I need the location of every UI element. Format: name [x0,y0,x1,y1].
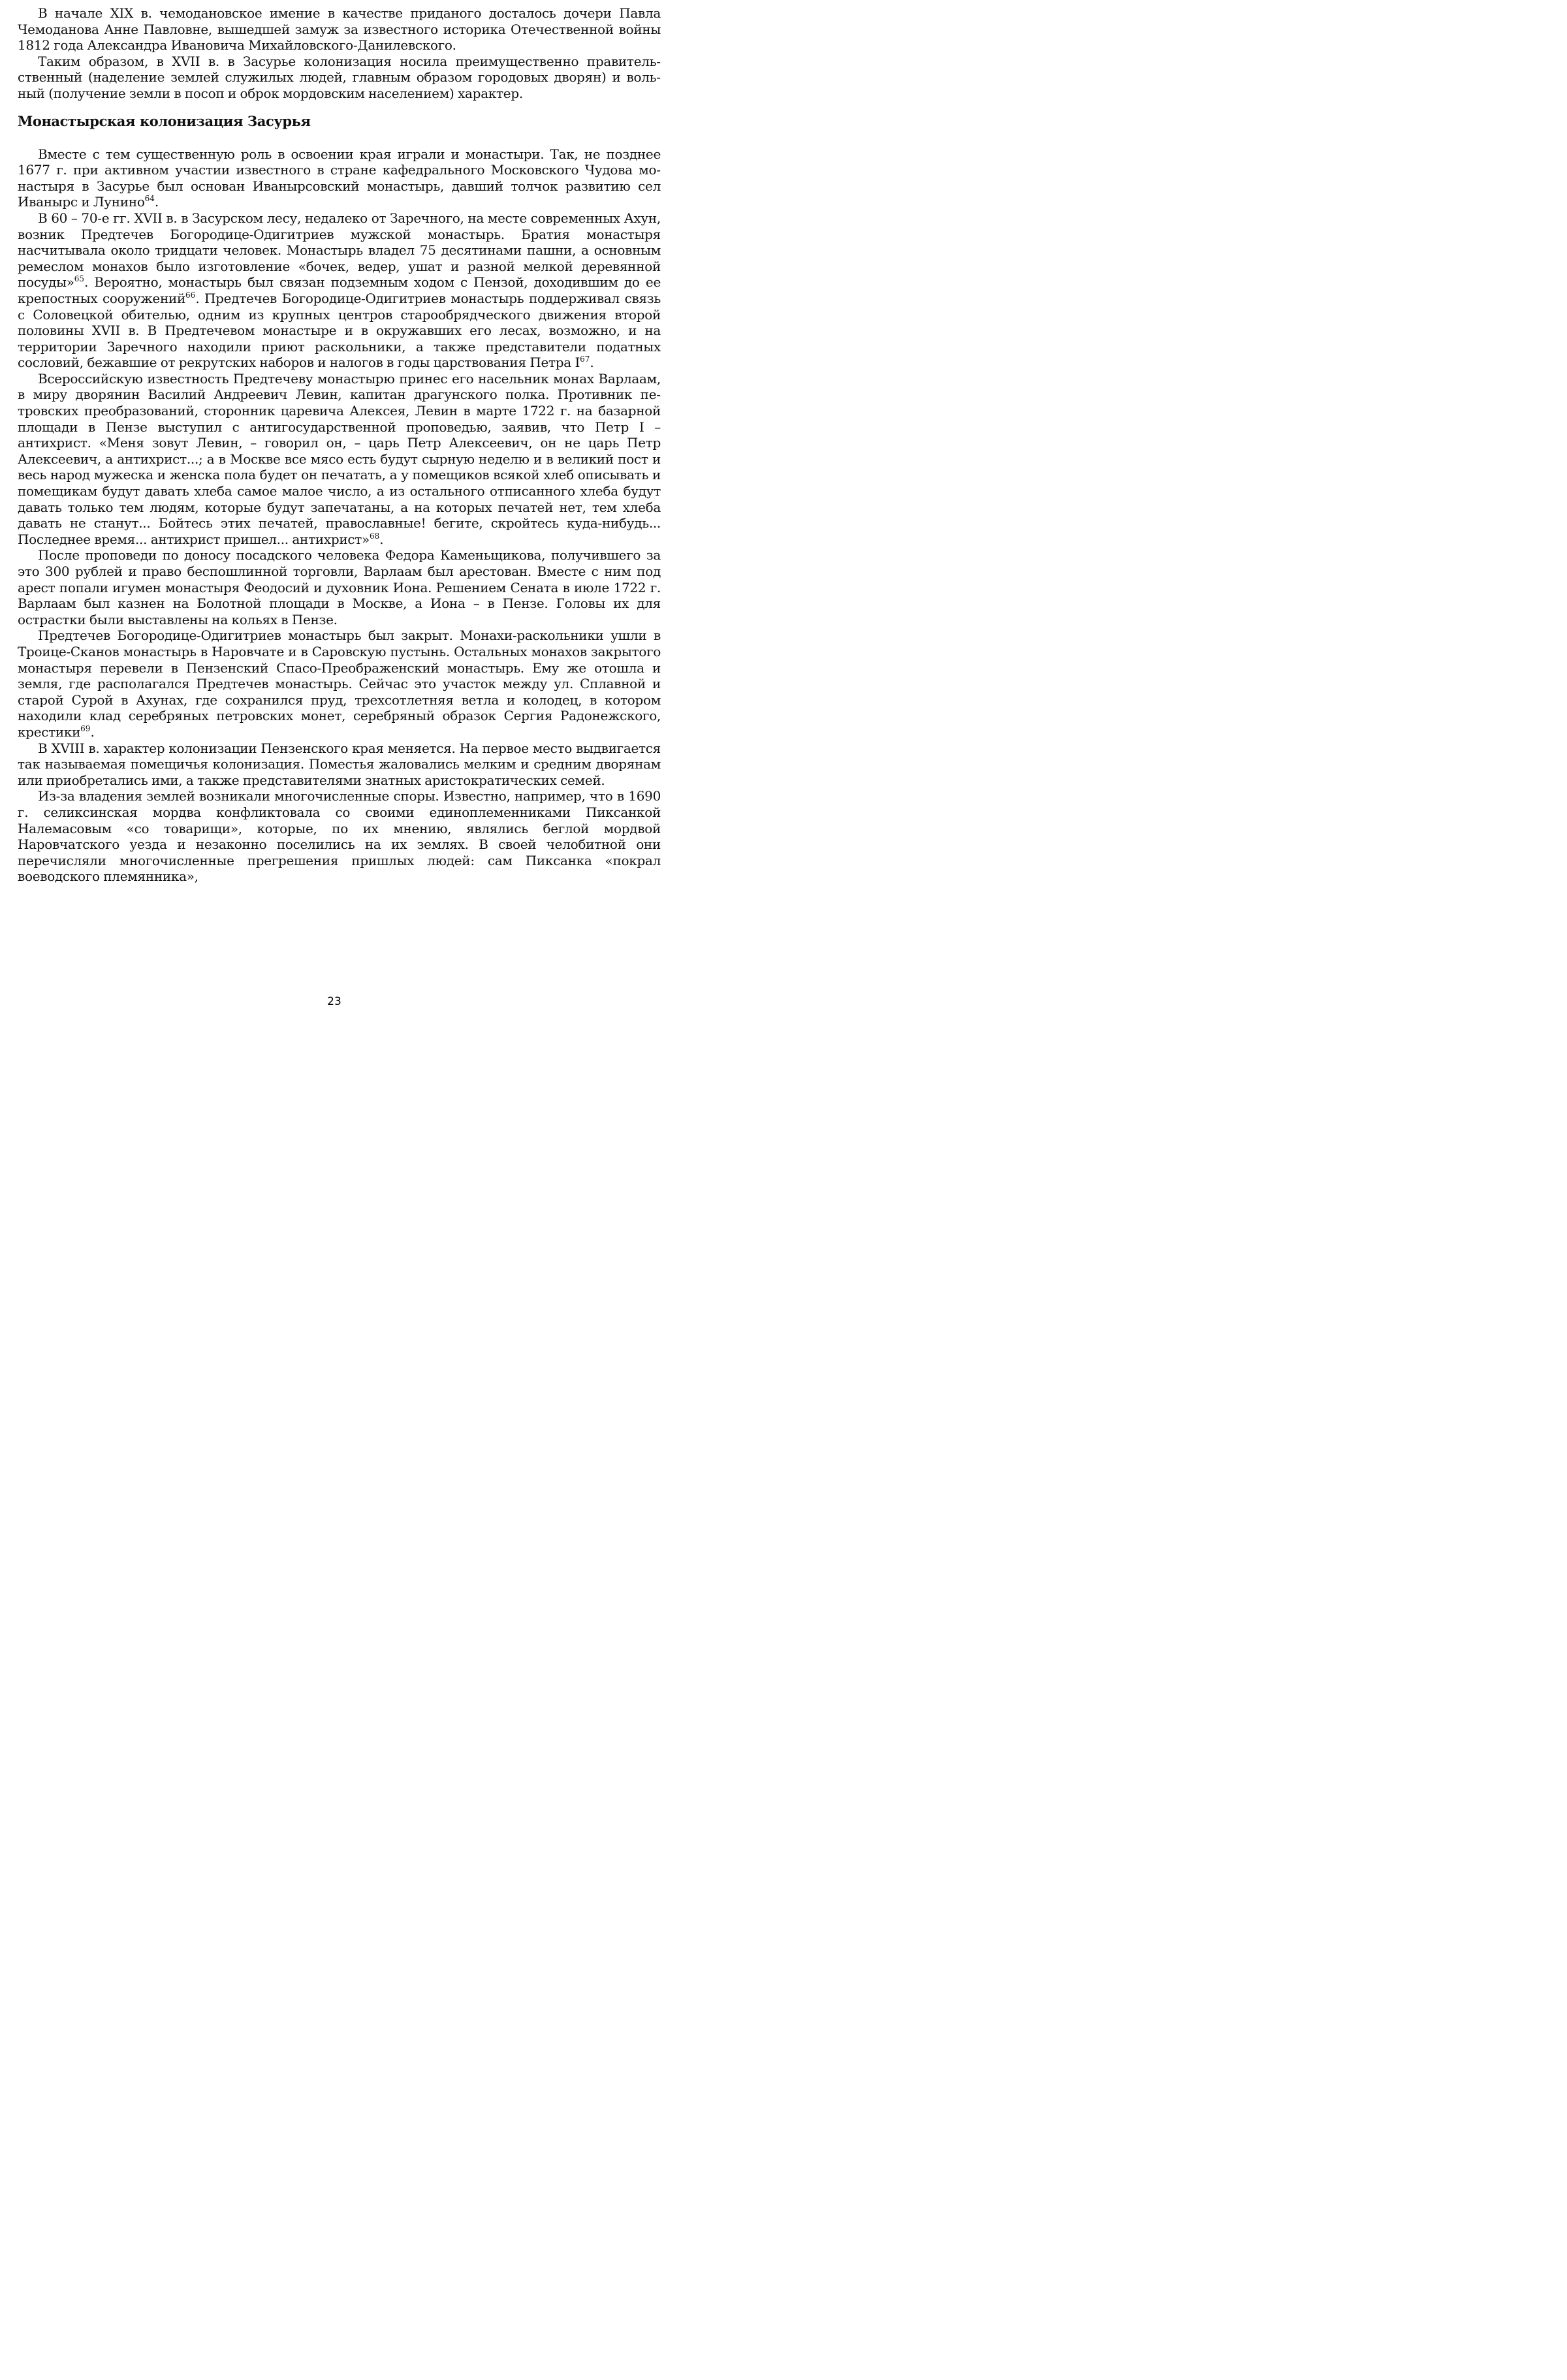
book-page [0,0,669,1015]
paragraph-text-tail: . [154,194,159,210]
paragraph-varlaam [18,371,661,548]
paragraph-text: После проповеди по доносу посадского человека Федора Каменьщикова, получившего за это 300 рублей и право беспошлинной торговли, Варлаам был арестован. Вместе с ним под арест попали игумен монастыря Феодосий и духовник Иона. Решением Сената в июле 1722 г. Варлаам был казнен на Болотной площади в Москве, а Иона – в Пензе. Головы их для острастки были выставлены на кольях в Пензе. [18,547,661,627]
paragraph-intro-1 [18,5,661,54]
page-number: 23 [327,995,341,1008]
paragraph-text-tail: . [590,355,594,371]
paragraph-closure [18,627,661,740]
paragraph-text: Предтечев Богородице-Одигитриев монастырь был закрыт. Монахи-раскольники ушли в Троице-Сканов монастырь в Наровчате и в Саровскую пустынь. Остальных монахов закрытого монастыря перевели в Пензенский Спасо-Преображенский монастырь. Ему же отошла и земля, где располагался Предтечев монастырь. Сейчас это участок между ул. Сплавной и старой Сурой в Ахунах, где сохранился пруд, трехсотлетняя ветла и колодец, в котором находили клад серебряных петровских монет, серебряный образок Сергия Радонежского, крестики [18,627,661,740]
paragraph-text-tail: . Вероятно, монастырь был связан подземным ходом с Пензой, доходившим до ее крепостных сооружений [18,274,661,306]
footnote-ref: 66 [185,290,196,300]
paragraph-text: Вместе с тем существенную роль в освоении края играли и монастыри. Так, не позднее 1677 г. при активном участии известного в стране кафедрального Московского Чудова монастыря в Засурье был основан Иванырсовский монастырь, давший толчок развитию сел Иванырс и Лунино [18,146,661,210]
paragraph-text-tail: . [379,531,384,547]
paragraph-text: Таким образом, в XVII в. в Засурье колонизация носила преимущественно правительственный (наделение землей служилых людей, главным образом городовых дворян) и вольный (получение земли в посоп и оброк мордовским населением) характер. [18,53,661,101]
paragraph-arrest [18,547,661,627]
paragraph-text-tail: . Предтечев Богородице-Одигитриев монастырь поддерживал связь с Соловецкой обителью, одним из крупных центров старообрядческого движения второй половины XVII в. В Предтечевом монастыре и в окружавших его лесах, возможно, и на территории Заречного находили приют раскольники, а также представители податных сословий, бежавшие от рекрутских наборов и налогов в годы царствования Петра I [18,290,661,371]
paragraph-text: В XVIII в. характер колонизации Пензенского края меняется. На первое место выдвигается так называемая помещичья колонизация. Поместья жаловались мелким и средним дворянам или приобретались ими, а также представителями знатных аристократических семей. [18,740,661,788]
paragraph-text-tail: . [90,723,95,740]
paragraph-text: В 60 – 70-е гг. XVII в. в Засурском лесу, недалеко от Заречного, на месте современных Ахун, возник Предтечев Богородице-Одигитриев мужской монастырь. Братия монастыря насчитывала около тридцати человек. Монастырь владел 75 десятинами пашни, а основным ремеслом монахов было изготовление «бочек, ведер, ушат и разной мелкой деревянной посуды» [18,210,661,291]
paragraph-text: Из-за владения землей возникали многочисленные споры. Известно, например, что в 1690 г. селиксинская мордва конфликтовала со своими единоплеменниками Пиксанкой Налемасовым «со товарищи», которые, по их мнению, являлись беглой мордвой Наровчатского уезда и незаконно поселились на их землях. В своей челобитной они перечисляли многочисленные прегрешения пришлых людей: сам Пиксанка «покрал воеводского племянника», [18,788,661,885]
paragraph-text: Всероссийскую известность Предтечеву монастырю принес его насельник монах Варлаам, в миру дворянин Василий Андреевич Левин, капитан драгунского полка. Противник петровских преобразований, сторонник царевича Алексея, Левин в марте 1722 г. на базарной площади в Пензе выступил с антигосударственной проповедью, заявив, что Петр I – антихрист. «Меня зовут Левин, – говорил он, – царь Петр Алексеевич, он не царь Петр Алексеевич, а антихрист...; а в Москве все мясо есть будут сырную неделю и в великий пост и весь народ мужеска и женска пола будет он печатать, а у помещиков всякой хлеб описывать и помещикам будут давать хлеба самое малое число, а из остального отписанного хлеба будут давать только тем людям, которые будут запечатаны, а на которых печатей нет, тем хлеба давать не станут... Бойтесь этих печатей, православные! бегите, скройтесь куда-нибудь... Последнее время... антихрист пришел... антихрист» [18,370,661,547]
paragraph-text: В начале XIX в. чемодановское имение в качестве приданого досталось дочери Павла Чемоданова Анне Павловне, вышедшей замуж за известного историка Отечественной войны 1812 года Александра Ивановича Михайловского-Данилевского. [18,5,661,54]
paragraph-disputes [18,788,661,885]
section-heading: Монастырская колонизация Засурья [18,112,311,129]
paragraph-monasteries [18,146,661,210]
footnote-ref: 69 [80,723,91,733]
footnote-ref: 64 [144,194,155,204]
footnote-ref: 67 [580,355,590,364]
paragraph-xviii [18,740,661,789]
footnote-ref: 65 [74,274,84,284]
footnote-ref: 68 [369,531,380,541]
paragraph-predtechev [18,210,661,371]
paragraph-intro-2 [18,54,661,102]
